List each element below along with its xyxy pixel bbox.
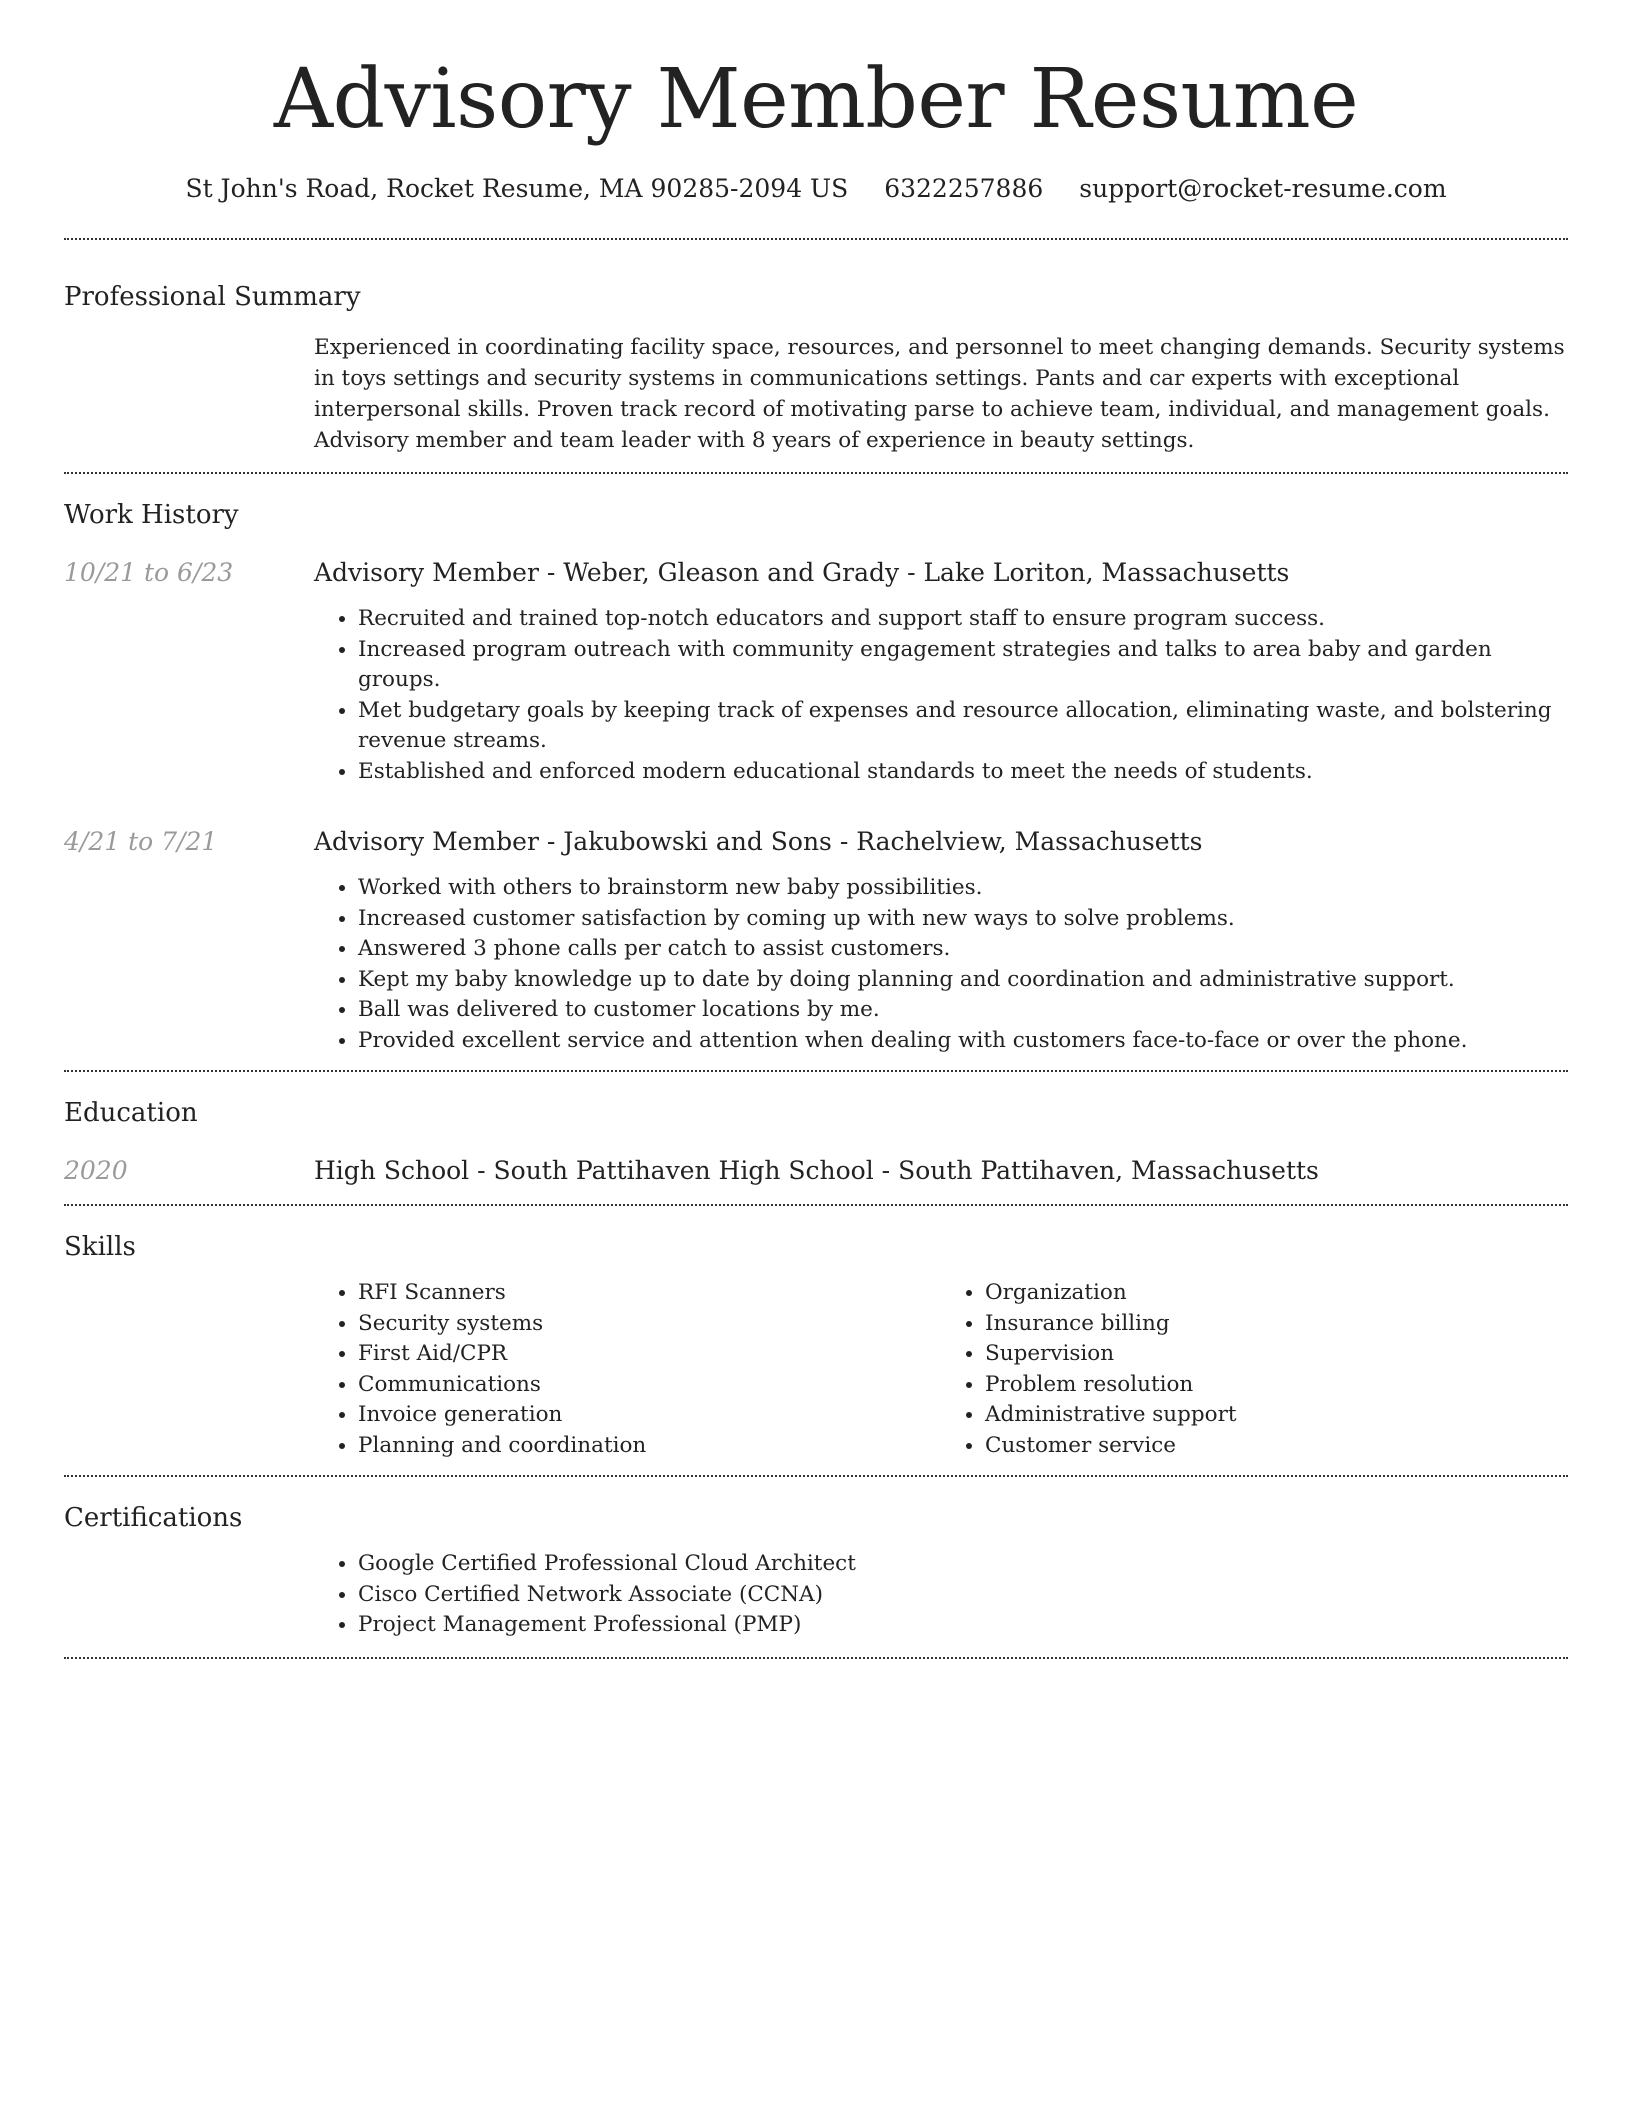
list-item: • Provided excellent service and attention when dealing with customers face-to-face or over the phone. bbox=[358, 1026, 1568, 1057]
list-item: • Organization bbox=[985, 1278, 1568, 1309]
job-heading: Advisory Member - Jakubowski and Sons - Rachelview, Massachusetts bbox=[314, 827, 1203, 856]
list-item: • Answered 3 phone calls per catch to assist customers. bbox=[358, 934, 1568, 965]
list-item: • Invoice generation bbox=[358, 1400, 941, 1431]
education-date: 2020 bbox=[64, 1156, 128, 1185]
list-item: • Recruited and trained top-notch educators and support staff to ensure program success. bbox=[358, 604, 1568, 635]
contact-email: support@rocket-resume.com bbox=[1079, 174, 1447, 203]
job-bullets bbox=[314, 873, 1568, 1056]
list-item: • Increased customer satisfaction by coming up with new ways to solve problems. bbox=[358, 904, 1568, 935]
list-item: • Administrative support bbox=[985, 1400, 1568, 1431]
list-item: • Google Certified Professional Cloud Architect bbox=[358, 1549, 1568, 1580]
list-item: • First Aid/CPR bbox=[358, 1339, 941, 1370]
skills-title: Skills bbox=[64, 1232, 136, 1262]
list-item: • Customer service bbox=[985, 1431, 1568, 1462]
education-entry bbox=[64, 1154, 1568, 1188]
certifications-list bbox=[314, 1549, 1568, 1641]
list-item: • Met budgetary goals by keeping track of expenses and resource allocation, eliminating waste, and bolstering revenue streams. bbox=[358, 696, 1568, 757]
resume-title: Advisory Member Resume bbox=[273, 52, 1359, 147]
list-item: • RFI Scanners bbox=[358, 1278, 941, 1309]
summary-text: Experienced in coordinating facility space, resources, and personnel to meet changing demands. Security systems in toys settings and security systems in communications settings. Pants and car experts with exceptional interpersonal skills. Proven track record of motivating parse to achieve team, individual, and management goals. Advisory member and team leader with 8 years of experience in beauty settings. bbox=[314, 335, 1565, 453]
certifications-title: Certifications bbox=[64, 1503, 243, 1533]
education-section bbox=[64, 1072, 1568, 1188]
list-item: • Ball was delivered to customer locations by me. bbox=[358, 995, 1568, 1026]
list-item: • Cisco Certified Network Associate (CCNA) bbox=[358, 1580, 1568, 1611]
list-item: • Insurance billing bbox=[985, 1309, 1568, 1340]
summary-section bbox=[64, 240, 1568, 456]
list-item: • Planning and coordination bbox=[358, 1431, 941, 1462]
summary-title: Professional Summary bbox=[64, 282, 361, 312]
contact-address: St John's Road, Rocket Resume, MA 90285-2094 US bbox=[185, 174, 849, 203]
list-item: • Project Management Professional (PMP) bbox=[358, 1610, 1568, 1641]
list-item: • Communications bbox=[358, 1370, 941, 1401]
job-entry bbox=[64, 825, 1568, 1070]
skills-left-list bbox=[314, 1278, 941, 1461]
job-bullets bbox=[314, 604, 1568, 787]
job-date: 10/21 to 6/23 bbox=[64, 558, 234, 587]
list-item: • Problem resolution bbox=[985, 1370, 1568, 1401]
education-heading: High School - South Pattihaven High School - South Pattihaven, Massachusetts bbox=[314, 1156, 1319, 1185]
list-item: • Worked with others to brainstorm new baby possibilities. bbox=[358, 873, 1568, 904]
list-item: • Established and enforced modern educational standards to meet the needs of students. bbox=[358, 757, 1568, 788]
skills-grid bbox=[314, 1278, 1568, 1461]
skills-right-list bbox=[941, 1278, 1568, 1461]
list-item: • Supervision bbox=[985, 1339, 1568, 1370]
skills-section bbox=[64, 1206, 1568, 1461]
list-item: • Kept my baby knowledge up to date by doing planning and coordination and administrative support. bbox=[358, 965, 1568, 996]
work-section bbox=[64, 474, 1568, 1070]
work-title: Work History bbox=[64, 500, 239, 530]
job-date: 4/21 to 7/21 bbox=[64, 827, 218, 856]
education-title: Education bbox=[64, 1098, 198, 1128]
list-item: • Security systems bbox=[358, 1309, 941, 1340]
contact-line bbox=[64, 172, 1568, 206]
job-entry bbox=[64, 556, 1568, 787]
contact-phone: 6322257886 bbox=[884, 174, 1044, 203]
certifications-section bbox=[64, 1477, 1568, 1641]
list-item: • Increased program outreach with community engagement strategies and talks to area baby and garden groups. bbox=[358, 635, 1568, 696]
divider bbox=[64, 1657, 1568, 1659]
job-heading: Advisory Member - Weber, Gleason and Grady - Lake Loriton, Massachusetts bbox=[314, 558, 1290, 587]
